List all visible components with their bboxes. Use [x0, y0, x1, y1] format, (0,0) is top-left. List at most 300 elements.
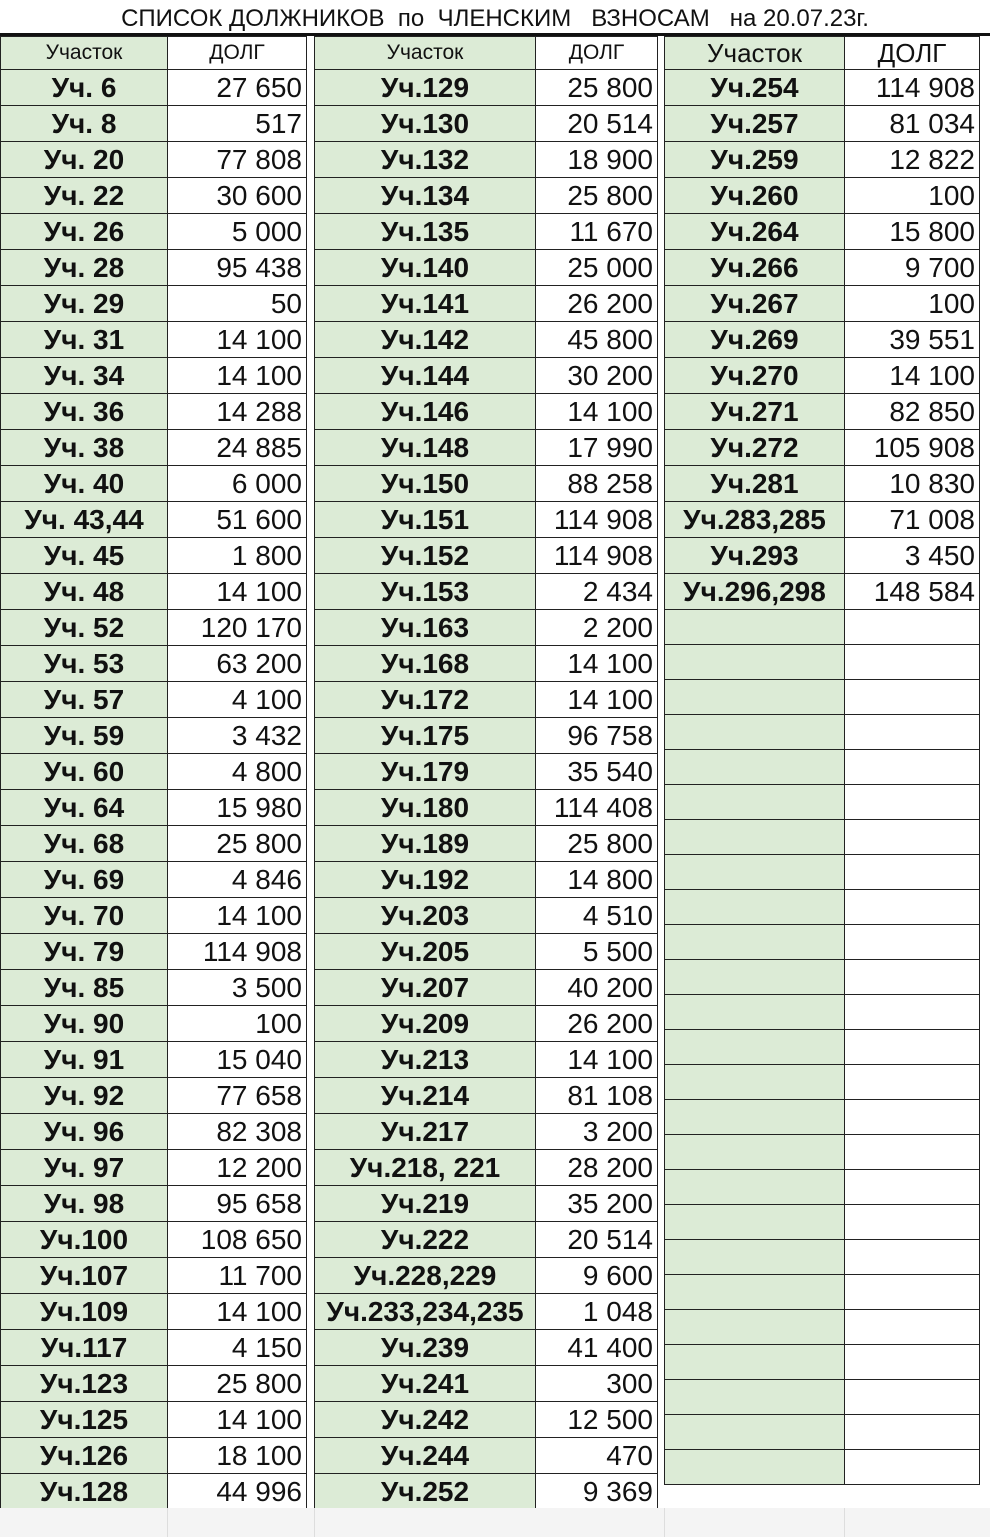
plot-cell: Уч.260: [665, 178, 845, 214]
plot-cell: Уч. 48: [1, 574, 168, 610]
plot-cell: Уч.214: [315, 1078, 536, 1114]
table-row: [1, 862, 307, 898]
debt-cell: 14 100: [536, 682, 658, 718]
table-row: [1, 1402, 307, 1438]
debt-cell: 2 434: [536, 574, 658, 610]
debt-cell: 9 700: [845, 250, 980, 286]
plot-cell: Уч.163: [315, 610, 536, 646]
debt-cell: 11 700: [168, 1258, 307, 1294]
table-row: [665, 1205, 980, 1240]
plot-cell: Уч.271: [665, 394, 845, 430]
table-header-row: [315, 37, 658, 70]
table-row: [1, 1258, 307, 1294]
table-row: [315, 1042, 658, 1078]
plot-cell: Уч.140: [315, 250, 536, 286]
plot-cell: Уч.296,298: [665, 574, 845, 610]
table-row: [665, 1240, 980, 1275]
debt-cell: 18 100: [168, 1438, 307, 1474]
debt-cell: 14 100: [168, 322, 307, 358]
table-row: [315, 826, 658, 862]
table-row: [315, 898, 658, 934]
plot-cell: [665, 1135, 845, 1170]
debt-cell: 20 514: [536, 106, 658, 142]
debt-cell: 3 500: [168, 970, 307, 1006]
plot-cell: Уч.128: [1, 1474, 168, 1510]
debt-cell: [845, 1310, 980, 1345]
plot-cell: Уч. 97: [1, 1150, 168, 1186]
debt-cell: 25 800: [536, 70, 658, 106]
table-row: [1, 250, 307, 286]
table-row: [315, 1438, 658, 1474]
plot-cell: Уч.126: [1, 1438, 168, 1474]
debt-cell: 114 408: [536, 790, 658, 826]
debt-cell: [845, 1240, 980, 1275]
debt-cell: 114 908: [168, 934, 307, 970]
plot-cell: Уч.152: [315, 538, 536, 574]
debt-cell: 114 908: [536, 538, 658, 574]
plot-cell: Уч. 79: [1, 934, 168, 970]
plot-cell: Уч. 8: [1, 106, 168, 142]
debt-cell: [845, 1065, 980, 1100]
plot-cell: Уч.117: [1, 1330, 168, 1366]
plot-cell: Уч. 45: [1, 538, 168, 574]
plot-cell: Уч.259: [665, 142, 845, 178]
plot-cell: Уч.267: [665, 286, 845, 322]
debt-cell: 100: [845, 178, 980, 214]
plot-cell: [665, 1380, 845, 1415]
plot-cell: Уч.219: [315, 1186, 536, 1222]
debt-cell: 1 800: [168, 538, 307, 574]
debt-cell: [845, 1345, 980, 1380]
plot-cell: Уч.242: [315, 1402, 536, 1438]
plot-cell: [665, 645, 845, 680]
table-row: [665, 785, 980, 820]
table-row: [665, 250, 980, 286]
plot-cell: Уч. 57: [1, 682, 168, 718]
debt-cell: [845, 890, 980, 925]
debt-cell: 30 600: [168, 178, 307, 214]
debt-cell: [845, 680, 980, 715]
table-row: [1, 502, 307, 538]
table-row: [1, 1114, 307, 1150]
debt-cell: 12 822: [845, 142, 980, 178]
plot-cell: Уч.241: [315, 1366, 536, 1402]
debt-cell: [845, 1275, 980, 1310]
debt-cell: 3 200: [536, 1114, 658, 1150]
table-row: [1, 790, 307, 826]
plot-cell: Уч.172: [315, 682, 536, 718]
debt-cell: 2 200: [536, 610, 658, 646]
plot-cell: [665, 1310, 845, 1345]
header-plot: Участок: [315, 37, 536, 70]
plot-cell: Уч. 29: [1, 286, 168, 322]
plot-cell: [665, 715, 845, 750]
plot-cell: Уч.269: [665, 322, 845, 358]
table-row: [665, 142, 980, 178]
debt-cell: 100: [845, 286, 980, 322]
table-row: [1, 610, 307, 646]
plot-cell: Уч. 22: [1, 178, 168, 214]
debt-cell: 14 100: [168, 574, 307, 610]
plot-cell: Уч.222: [315, 1222, 536, 1258]
plot-cell: Уч. 53: [1, 646, 168, 682]
table-row: [1, 70, 307, 106]
table-row: [665, 574, 980, 610]
table-row: [665, 1450, 980, 1485]
table-row: [315, 1366, 658, 1402]
table-row: [315, 214, 658, 250]
debt-cell: [845, 1205, 980, 1240]
table-row: [665, 1170, 980, 1205]
debt-cell: 4 800: [168, 754, 307, 790]
plot-cell: [665, 1205, 845, 1240]
debt-cell: 88 258: [536, 466, 658, 502]
debt-cell: 18 900: [536, 142, 658, 178]
debt-cell: 95 438: [168, 250, 307, 286]
table-row: [1, 286, 307, 322]
debt-cell: 63 200: [168, 646, 307, 682]
debt-cell: [845, 785, 980, 820]
table-row: [665, 1380, 980, 1415]
plot-cell: Уч. 92: [1, 1078, 168, 1114]
table-row: [315, 538, 658, 574]
table-row: [315, 250, 658, 286]
debt-cell: 15 800: [845, 214, 980, 250]
plot-cell: Уч. 52: [1, 610, 168, 646]
plot-cell: Уч.109: [1, 1294, 168, 1330]
debt-cell: [845, 1450, 980, 1485]
debt-cell: 24 885: [168, 430, 307, 466]
table-row: [315, 1294, 658, 1330]
table-row: [315, 1330, 658, 1366]
plot-cell: [665, 890, 845, 925]
debt-cell: 25 800: [536, 178, 658, 214]
debt-cell: 17 990: [536, 430, 658, 466]
table-row: [315, 70, 658, 106]
debt-cell: 9 369: [536, 1474, 658, 1510]
table-row: [665, 502, 980, 538]
debt-cell: 81 034: [845, 106, 980, 142]
plot-cell: Уч.168: [315, 646, 536, 682]
plot-cell: Уч.153: [315, 574, 536, 610]
table-row: [315, 178, 658, 214]
plot-cell: Уч.270: [665, 358, 845, 394]
debt-cell: 82 850: [845, 394, 980, 430]
plot-cell: Уч. 69: [1, 862, 168, 898]
debt-cell: [845, 1100, 980, 1135]
plot-cell: Уч. 26: [1, 214, 168, 250]
plot-cell: Уч.175: [315, 718, 536, 754]
debt-cell: [845, 925, 980, 960]
plot-cell: Уч.257: [665, 106, 845, 142]
debt-cell: 20 514: [536, 1222, 658, 1258]
plot-cell: Уч.293: [665, 538, 845, 574]
plot-cell: [665, 1030, 845, 1065]
plot-cell: Уч. 60: [1, 754, 168, 790]
header-debt: ДОЛГ: [536, 37, 658, 70]
debt-cell: 51 600: [168, 502, 307, 538]
table-body-3: [665, 70, 980, 1485]
table-row: [665, 430, 980, 466]
table-row: [315, 754, 658, 790]
table-row: [1, 1042, 307, 1078]
debt-cell: 25 800: [168, 826, 307, 862]
debt-cell: [845, 715, 980, 750]
plot-cell: Уч.281: [665, 466, 845, 502]
debt-cell: 4 100: [168, 682, 307, 718]
debt-cell: 5 500: [536, 934, 658, 970]
table-row: [1, 142, 307, 178]
plot-cell: Уч. 6: [1, 70, 168, 106]
debt-cell: [845, 1380, 980, 1415]
debt-cell: 26 200: [536, 286, 658, 322]
plot-cell: [665, 1415, 845, 1450]
debt-cell: 11 670: [536, 214, 658, 250]
table-row: [665, 1065, 980, 1100]
plot-cell: Уч. 34: [1, 358, 168, 394]
table-row: [1, 214, 307, 250]
debt-cell: 14 800: [536, 862, 658, 898]
plot-cell: [665, 855, 845, 890]
debt-cell: 6 000: [168, 466, 307, 502]
debt-cell: 39 551: [845, 322, 980, 358]
plot-cell: Уч.283,285: [665, 502, 845, 538]
plot-cell: Уч. 70: [1, 898, 168, 934]
debt-cell: [845, 610, 980, 645]
table-row: [315, 466, 658, 502]
plot-cell: Уч. 98: [1, 1186, 168, 1222]
plot-cell: Уч.150: [315, 466, 536, 502]
table-row: [315, 646, 658, 682]
table-row: [665, 1030, 980, 1065]
table-row: [1, 1294, 307, 1330]
plot-cell: [665, 925, 845, 960]
table-row: [315, 1222, 658, 1258]
debt-cell: 25 800: [168, 1366, 307, 1402]
plot-cell: Уч.146: [315, 394, 536, 430]
debt-cell: 15 040: [168, 1042, 307, 1078]
table-row: [665, 286, 980, 322]
plot-cell: Уч.132: [315, 142, 536, 178]
plot-cell: Уч.100: [1, 1222, 168, 1258]
plot-cell: Уч.264: [665, 214, 845, 250]
plot-cell: [665, 1100, 845, 1135]
plot-cell: Уч.180: [315, 790, 536, 826]
table-row: [315, 142, 658, 178]
table-row: [665, 70, 980, 106]
table-row: [315, 682, 658, 718]
debt-cell: [845, 1170, 980, 1205]
plot-cell: Уч.213: [315, 1042, 536, 1078]
debt-cell: [845, 1135, 980, 1170]
table-body-2: [315, 70, 658, 1510]
plot-cell: Уч.129: [315, 70, 536, 106]
plot-cell: Уч.125: [1, 1402, 168, 1438]
plot-cell: Уч.142: [315, 322, 536, 358]
plot-cell: Уч.266: [665, 250, 845, 286]
table-row: [1, 358, 307, 394]
table-row: [665, 1415, 980, 1450]
table-row: [315, 1006, 658, 1042]
debt-cell: [845, 1030, 980, 1065]
plot-cell: [665, 1450, 845, 1485]
table-row: [1, 1150, 307, 1186]
plot-cell: Уч.189: [315, 826, 536, 862]
plot-cell: Уч. 90: [1, 1006, 168, 1042]
plot-cell: [665, 610, 845, 645]
table-row: [1, 466, 307, 502]
table-row: [665, 106, 980, 142]
debt-cell: 14 100: [168, 1294, 307, 1330]
plot-cell: Уч.203: [315, 898, 536, 934]
debtors-table-1: [0, 36, 307, 1510]
debt-cell: 105 908: [845, 430, 980, 466]
table-row: [1, 754, 307, 790]
plot-cell: Уч.192: [315, 862, 536, 898]
debt-cell: 41 400: [536, 1330, 658, 1366]
table-row: [1, 106, 307, 142]
plot-cell: Уч.207: [315, 970, 536, 1006]
plot-cell: Уч. 64: [1, 790, 168, 826]
table-row: [315, 1114, 658, 1150]
debt-cell: 1 048: [536, 1294, 658, 1330]
plot-cell: Уч. 91: [1, 1042, 168, 1078]
table-row: [315, 1150, 658, 1186]
plot-cell: Уч. 85: [1, 970, 168, 1006]
header-debt: ДОЛГ: [845, 37, 980, 70]
table-row: [315, 1474, 658, 1510]
plot-cell: Уч.272: [665, 430, 845, 466]
debt-cell: [845, 820, 980, 855]
table-row: [315, 934, 658, 970]
debt-cell: 4 846: [168, 862, 307, 898]
table-row: [1, 394, 307, 430]
plot-cell: Уч. 43,44: [1, 502, 168, 538]
debt-cell: 77 658: [168, 1078, 307, 1114]
table-row: [315, 574, 658, 610]
table-row: [1, 826, 307, 862]
debt-cell: [845, 750, 980, 785]
table-row: [665, 680, 980, 715]
plot-cell: [665, 1275, 845, 1310]
table-row: [315, 718, 658, 754]
plot-cell: Уч.107: [1, 1258, 168, 1294]
plot-cell: [665, 820, 845, 855]
plot-cell: Уч.135: [315, 214, 536, 250]
debt-cell: 96 758: [536, 718, 658, 754]
debt-cell: 25 000: [536, 250, 658, 286]
table-row: [665, 1100, 980, 1135]
debt-cell: 81 108: [536, 1078, 658, 1114]
plot-cell: Уч. 28: [1, 250, 168, 286]
debt-cell: 300: [536, 1366, 658, 1402]
header-plot: Участок: [1, 37, 168, 70]
plot-cell: Уч.209: [315, 1006, 536, 1042]
debt-cell: 10 830: [845, 466, 980, 502]
table-row: [665, 715, 980, 750]
debt-cell: 44 996: [168, 1474, 307, 1510]
table-row: [1, 682, 307, 718]
plot-cell: Уч.252: [315, 1474, 536, 1510]
table-row: [665, 1135, 980, 1170]
debt-cell: [845, 1415, 980, 1450]
table-row: [315, 970, 658, 1006]
plot-cell: Уч. 68: [1, 826, 168, 862]
table-row: [315, 322, 658, 358]
debt-cell: 14 100: [168, 1402, 307, 1438]
debt-cell: 40 200: [536, 970, 658, 1006]
table-row: [665, 394, 980, 430]
plot-cell: Уч.141: [315, 286, 536, 322]
debt-cell: 148 584: [845, 574, 980, 610]
debt-cell: 14 100: [168, 358, 307, 394]
debt-cell: 108 650: [168, 1222, 307, 1258]
table-row: [665, 322, 980, 358]
table-row: [1, 970, 307, 1006]
table-header-row: [665, 37, 980, 70]
table-row: [665, 1345, 980, 1380]
table-row: [315, 106, 658, 142]
table-row: [315, 430, 658, 466]
table-row: [665, 750, 980, 785]
plot-cell: Уч.217: [315, 1114, 536, 1150]
plot-cell: Уч. 36: [1, 394, 168, 430]
table-row: [315, 502, 658, 538]
debt-cell: 45 800: [536, 322, 658, 358]
debt-cell: 30 200: [536, 358, 658, 394]
debt-cell: 517: [168, 106, 307, 142]
table-body-1: [1, 70, 307, 1510]
debt-cell: 27 650: [168, 70, 307, 106]
plot-cell: [665, 1170, 845, 1205]
debt-cell: 3 450: [845, 538, 980, 574]
plot-cell: [665, 680, 845, 715]
debt-cell: 5 000: [168, 214, 307, 250]
table-row: [665, 1275, 980, 1310]
table-row: [1, 1222, 307, 1258]
table-row: [1, 430, 307, 466]
table-row: [315, 358, 658, 394]
debt-cell: 77 808: [168, 142, 307, 178]
table-row: [665, 820, 980, 855]
table-row: [1, 1186, 307, 1222]
debt-cell: 114 908: [536, 502, 658, 538]
table-row: [1, 1330, 307, 1366]
table-row: [665, 855, 980, 890]
plot-cell: Уч. 40: [1, 466, 168, 502]
header-plot: Участок: [665, 37, 845, 70]
table-row: [1, 1366, 307, 1402]
debt-cell: 12 200: [168, 1150, 307, 1186]
debt-cell: 28 200: [536, 1150, 658, 1186]
debt-cell: 9 600: [536, 1258, 658, 1294]
table-row: [315, 286, 658, 322]
table-row: [665, 890, 980, 925]
table-row: [315, 1402, 658, 1438]
plot-cell: Уч.239: [315, 1330, 536, 1366]
debt-cell: 14 288: [168, 394, 307, 430]
table-row: [665, 995, 980, 1030]
debt-cell: 100: [168, 1006, 307, 1042]
debt-cell: 4 150: [168, 1330, 307, 1366]
plot-cell: Уч. 20: [1, 142, 168, 178]
table-row: [1, 1006, 307, 1042]
table-row: [665, 645, 980, 680]
debt-cell: 3 432: [168, 718, 307, 754]
debtors-table-2: [314, 36, 658, 1510]
table-row: [1, 718, 307, 754]
plot-cell: [665, 995, 845, 1030]
